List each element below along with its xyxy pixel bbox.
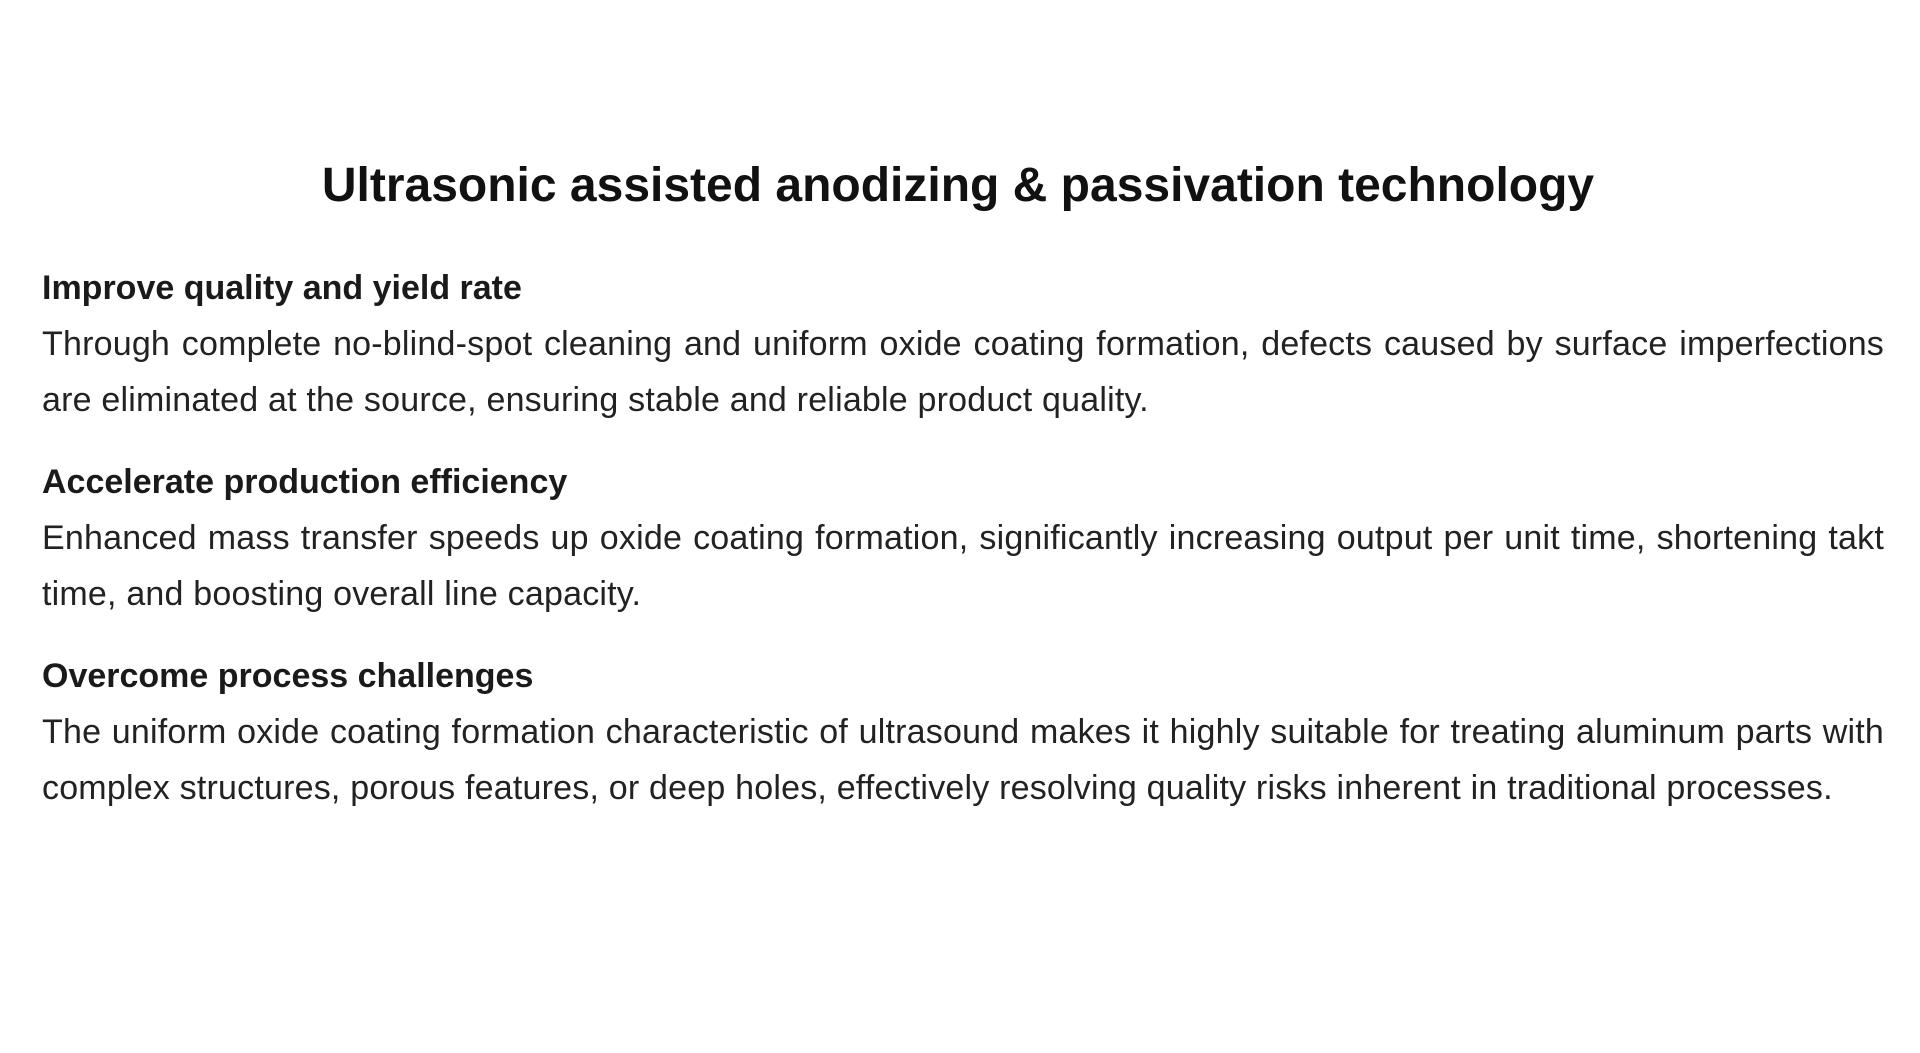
section-quality bbox=[42, 264, 1884, 428]
section-efficiency bbox=[42, 458, 1884, 622]
section-heading: Accelerate production efficiency bbox=[42, 463, 568, 501]
document-page bbox=[42, 150, 1884, 846]
section-heading: Improve quality and yield rate bbox=[42, 269, 522, 307]
section-body: Through complete no-blind-spot cleaning and uniform oxide coating formation, defects caused by surface imperfections are eliminated at the source, ensuring stable and reliable product quality. bbox=[42, 325, 1884, 419]
section-body: The uniform oxide coating formation characteristic of ultrasound makes it highly suitable for treating aluminum parts with complex structures, porous features, or deep holes, effectively resolving quality risks inherent in traditional processes. bbox=[42, 713, 1884, 807]
section-challenges bbox=[42, 652, 1884, 816]
page-title: Ultrasonic assisted anodizing & passivation technology bbox=[321, 159, 1595, 212]
section-heading: Overcome process challenges bbox=[42, 657, 534, 695]
section-body: Enhanced mass transfer speeds up oxide coating formation, significantly increasing output per unit time, shortening takt time, and boosting overall line capacity. bbox=[42, 519, 1884, 613]
